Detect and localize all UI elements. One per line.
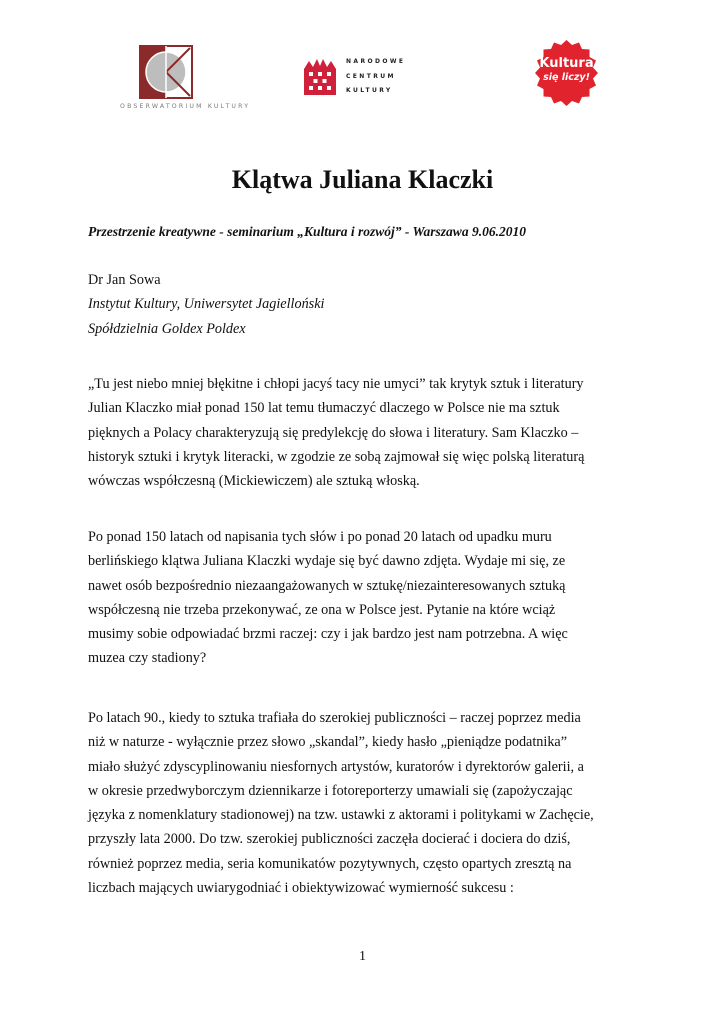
paragraph-line: również poprzez media, seria komunikatów pozytywnych, często opartych zresztą na bbox=[88, 855, 572, 872]
paragraph-1 bbox=[88, 372, 648, 493]
author-name: Dr Jan Sowa bbox=[88, 272, 161, 288]
paragraph-line: przyszły lata 2000. Do tzw. szerokiej publiczności zaczęła docierać i dociera do dziś, bbox=[88, 831, 571, 848]
kultura-badge-text bbox=[530, 56, 603, 84]
obserwatorium-logo-mark bbox=[134, 44, 196, 102]
nck-logo-text bbox=[346, 55, 405, 99]
document-title: Klątwa Juliana Klaczki bbox=[231, 165, 494, 194]
nck-crown-icon bbox=[302, 57, 338, 97]
obserwatorium-kultury-logo bbox=[120, 40, 251, 122]
kultura-sie-liczy-logo bbox=[530, 38, 603, 111]
paragraph-line: pięknych a Polacy charakteryzują się predylekcję do słowa i literatury. Sam Klaczko – bbox=[88, 424, 579, 441]
page-number: 1 bbox=[359, 949, 366, 964]
obserwatorium-logo-text: OBSERWATORIUM KULTURY bbox=[120, 103, 251, 110]
paragraph-line: wówczas współczesną (Mickiewiczem) ale sztuką włoską. bbox=[88, 473, 420, 490]
author-affiliation-2: Spółdzielnia Goldex Poldex bbox=[88, 320, 246, 337]
kultura-badge-line-1: Kultura bbox=[539, 56, 594, 71]
paragraph-line: liczbach mających uwiarygodniać i obiektywizować wymierność sukcesu : bbox=[88, 880, 514, 897]
paragraph-line: musimy sobie odpowiadać brzmi raczej: czy i jak bardzo jest nam potrzebna. A więc bbox=[88, 626, 568, 643]
document-subtitle: Przestrzenie kreatywne - seminarium „Kultura i rozwój” - Warszawa 9.06.2010 bbox=[88, 224, 526, 239]
paragraph-line: historyk sztuki i krytyk literacki, w zgodzie ze sobą zajmował się więc polską literaturą bbox=[88, 448, 585, 465]
kultura-badge-line-2: się liczy! bbox=[543, 72, 590, 83]
nck-line-3: KULTURY bbox=[346, 87, 393, 94]
paragraph-line: Po latach 90., kiedy to sztuka trafiała do szerokiej publiczności – raczej poprzez media bbox=[88, 710, 581, 726]
author-affiliation-1: Instytut Kultury, Uniwersytet Jagielloński bbox=[88, 296, 325, 313]
paragraph-line: Julian Klaczko miał ponad 150 lat temu tłumaczyć dlaczego w Polsce nie ma sztuk bbox=[88, 400, 560, 417]
paragraph-line: „Tu jest niebo mniej błękitne i chłopi jacyś tacy nie umyci” tak krytyk sztuk i literatury bbox=[88, 376, 584, 392]
author-block bbox=[88, 268, 324, 341]
paragraph-line: współczesną nie trzeba przekonywać, ze ona w Polsce jest. Pytanie na które wciąż bbox=[88, 601, 556, 618]
paragraph-line: berlińskiego klątwa Juliana Klaczki wydaje się być dawno zdjęta. Wydaje mi się, ze bbox=[88, 553, 566, 570]
nck-line-2: CENTRUM bbox=[346, 72, 396, 80]
paragraph-2 bbox=[88, 525, 648, 671]
paragraph-line: w okresie przedwyborczym dziennikarze i fotoreporterzy umawiali się (zapożyczając bbox=[88, 782, 573, 799]
paragraph-3 bbox=[88, 706, 648, 900]
paragraph-line: niż w naturze - wyłącznie przez słowo „skandal”, kiedy hasło „pieniądze podatnika” bbox=[88, 734, 568, 751]
narodowe-centrum-kultury-logo bbox=[302, 55, 422, 100]
nck-line-1: NARODOWE bbox=[346, 58, 406, 65]
paragraph-line: Po ponad 150 latach od napisania tych słów i po ponad 20 latach od upadku muru bbox=[88, 529, 552, 545]
header-logos bbox=[0, 0, 725, 130]
paragraph-line: języka z nomenklatury stadionowej) na tzw. ustawki z aktorami i politykami w Zachęcie, bbox=[88, 807, 594, 824]
paragraph-line: muzea czy stadiony? bbox=[88, 650, 207, 667]
paragraph-line: miało służyć zdyscyplinowaniu niesfornych artystów, kuratorów i dyrektorów galerii, a bbox=[88, 758, 584, 775]
paragraph-line: nawet osób bezpośrednio niezaangażowanych w sztukę/niezainteresowanych sztuką bbox=[88, 577, 566, 594]
